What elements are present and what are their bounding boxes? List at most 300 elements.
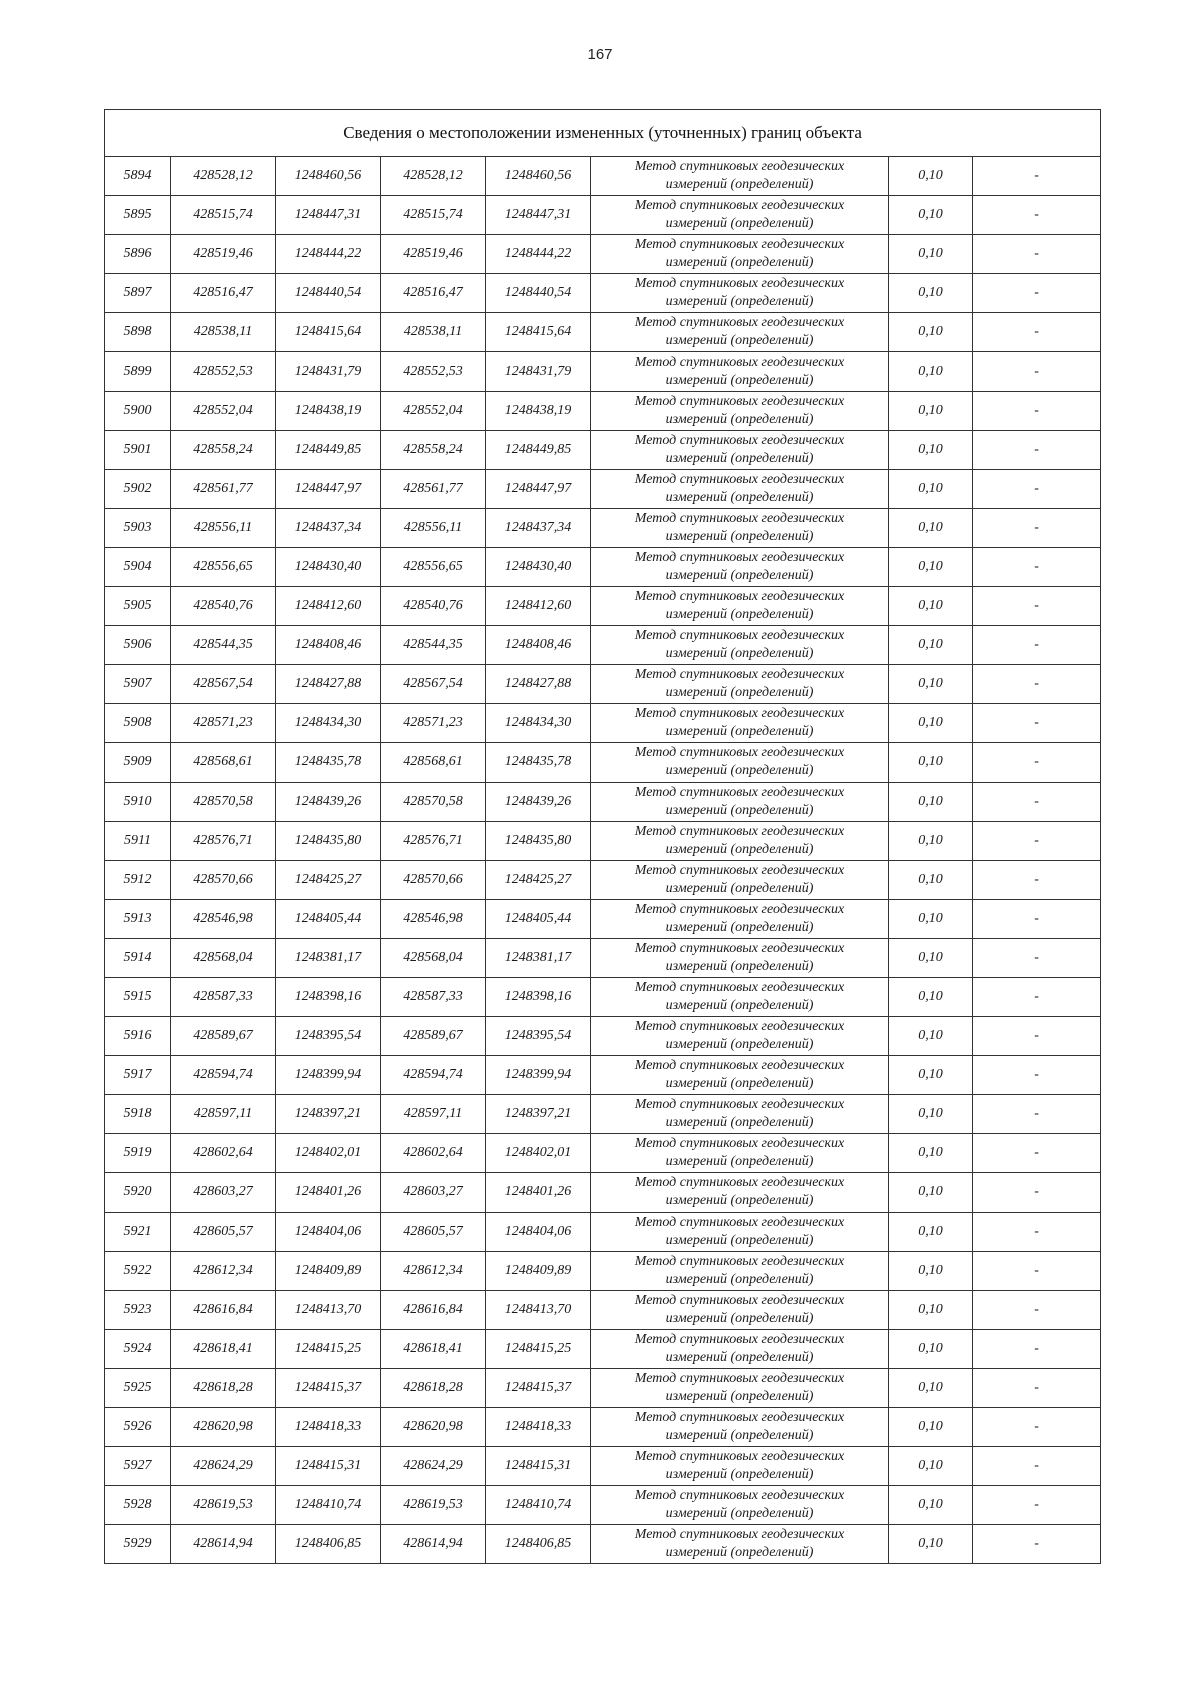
- existing-x-cell: 428570,58: [171, 782, 276, 821]
- method-line-2: измерений (определений): [665, 1506, 814, 1522]
- point-number-cell: 5912: [105, 860, 171, 899]
- refined-y-cell: 1248435,80: [486, 821, 591, 860]
- accuracy-cell: 0,10: [889, 352, 973, 391]
- method-cell: [591, 1329, 889, 1368]
- method-line-1: Метод спутниковых геодезических: [634, 1488, 845, 1504]
- method-line-2: измерений (определений): [665, 372, 814, 388]
- method-line-2: измерений (определений): [665, 880, 814, 896]
- accuracy-cell: 0,10: [889, 1329, 973, 1368]
- point-number-cell: 5902: [105, 469, 171, 508]
- method-cell: [591, 665, 889, 704]
- method-line-1: Метод спутниковых геодезических: [634, 862, 845, 878]
- refined-x-cell: 428620,98: [381, 1408, 486, 1447]
- existing-y-cell: 1248447,31: [276, 196, 381, 235]
- refined-y-cell: 1248425,27: [486, 860, 591, 899]
- existing-y-cell: 1248401,26: [276, 1173, 381, 1212]
- table-row: [105, 821, 1101, 860]
- method-line-1: Метод спутниковых геодезических: [634, 237, 845, 253]
- table-row: [105, 508, 1101, 547]
- refined-y-cell: 1248435,78: [486, 743, 591, 782]
- description-cell: -: [973, 626, 1101, 665]
- refined-x-cell: 428570,58: [381, 782, 486, 821]
- method-line-2: измерений (определений): [665, 724, 814, 740]
- method-line-1: Метод спутниковых геодезических: [634, 1331, 845, 1347]
- method-cell: [591, 1173, 889, 1212]
- description-cell: -: [973, 391, 1101, 430]
- existing-y-cell: 1248395,54: [276, 1017, 381, 1056]
- existing-y-cell: 1248435,80: [276, 821, 381, 860]
- existing-x-cell: 428568,04: [171, 938, 276, 977]
- existing-x-cell: 428556,65: [171, 547, 276, 586]
- method-line-2: измерений (определений): [665, 411, 814, 427]
- accuracy-cell: 0,10: [889, 1368, 973, 1407]
- point-number-cell: 5929: [105, 1525, 171, 1564]
- description-cell: -: [973, 1056, 1101, 1095]
- refined-x-cell: 428603,27: [381, 1173, 486, 1212]
- table-row: [105, 1329, 1101, 1368]
- point-number-cell: 5920: [105, 1173, 171, 1212]
- point-number-cell: 5915: [105, 977, 171, 1016]
- method-line-2: измерений (определений): [665, 998, 814, 1014]
- description-cell: -: [973, 665, 1101, 704]
- point-number-cell: 5900: [105, 391, 171, 430]
- description-cell: -: [973, 1134, 1101, 1173]
- refined-x-cell: 428515,74: [381, 196, 486, 235]
- point-number-cell: 5926: [105, 1408, 171, 1447]
- method-line-2: измерений (определений): [665, 567, 814, 583]
- method-line-1: Метод спутниковых геодезических: [634, 980, 845, 996]
- existing-y-cell: 1248418,33: [276, 1408, 381, 1447]
- existing-x-cell: 428603,27: [171, 1173, 276, 1212]
- point-number-cell: 5904: [105, 547, 171, 586]
- existing-y-cell: 1248439,26: [276, 782, 381, 821]
- existing-y-cell: 1248440,54: [276, 274, 381, 313]
- method-line-1: Метод спутниковых геодезических: [634, 940, 845, 956]
- refined-y-cell: 1248449,85: [486, 430, 591, 469]
- refined-y-cell: 1248430,40: [486, 547, 591, 586]
- table-row: [105, 782, 1101, 821]
- description-cell: -: [973, 508, 1101, 547]
- table-row: [105, 1447, 1101, 1486]
- method-cell: [591, 626, 889, 665]
- method-cell: [591, 235, 889, 274]
- existing-y-cell: 1248430,40: [276, 547, 381, 586]
- accuracy-cell: 0,10: [889, 782, 973, 821]
- method-line-2: измерений (определений): [665, 802, 814, 818]
- existing-y-cell: 1248460,56: [276, 157, 381, 196]
- method-line-1: Метод спутниковых геодезических: [634, 589, 845, 605]
- table-row: [105, 743, 1101, 782]
- existing-x-cell: 428515,74: [171, 196, 276, 235]
- method-cell: [591, 157, 889, 196]
- refined-x-cell: 428589,67: [381, 1017, 486, 1056]
- point-number-cell: 5914: [105, 938, 171, 977]
- existing-y-cell: 1248398,16: [276, 977, 381, 1016]
- method-line-1: Метод спутниковых геодезических: [634, 1136, 845, 1152]
- existing-x-cell: 428552,04: [171, 391, 276, 430]
- method-line-1: Метод спутниковых геодезических: [634, 432, 845, 448]
- refined-x-cell: 428618,28: [381, 1368, 486, 1407]
- method-cell: [591, 743, 889, 782]
- description-cell: -: [973, 704, 1101, 743]
- refined-x-cell: 428587,33: [381, 977, 486, 1016]
- existing-y-cell: 1248431,79: [276, 352, 381, 391]
- existing-y-cell: 1248415,25: [276, 1329, 381, 1368]
- point-number-cell: 5913: [105, 899, 171, 938]
- method-line-2: измерений (определений): [665, 958, 814, 974]
- accuracy-cell: 0,10: [889, 899, 973, 938]
- existing-x-cell: 428576,71: [171, 821, 276, 860]
- method-line-1: Метод спутниковых геодезических: [634, 471, 845, 487]
- accuracy-cell: 0,10: [889, 704, 973, 743]
- existing-y-cell: 1248425,27: [276, 860, 381, 899]
- existing-y-cell: 1248397,21: [276, 1095, 381, 1134]
- method-cell: [591, 1095, 889, 1134]
- method-line-2: измерений (определений): [665, 333, 814, 349]
- method-cell: [591, 899, 889, 938]
- point-number-cell: 5908: [105, 704, 171, 743]
- refined-y-cell: 1248427,88: [486, 665, 591, 704]
- method-line-1: Метод спутниковых геодезических: [634, 315, 845, 331]
- method-line-1: Метод спутниковых геодезических: [634, 667, 845, 683]
- method-line-2: измерений (определений): [665, 177, 814, 193]
- existing-y-cell: 1248438,19: [276, 391, 381, 430]
- existing-x-cell: 428616,84: [171, 1290, 276, 1329]
- refined-y-cell: 1248431,79: [486, 352, 591, 391]
- method-line-1: Метод спутниковых геодезических: [634, 1058, 845, 1074]
- method-line-1: Метод спутниковых геодезических: [634, 393, 845, 409]
- method-line-2: измерений (определений): [665, 1545, 814, 1561]
- table-row: [105, 1368, 1101, 1407]
- refined-y-cell: 1248404,06: [486, 1212, 591, 1251]
- existing-x-cell: 428614,94: [171, 1525, 276, 1564]
- accuracy-cell: 0,10: [889, 274, 973, 313]
- table-row: [105, 1056, 1101, 1095]
- accuracy-cell: 0,10: [889, 313, 973, 352]
- refined-y-cell: 1248397,21: [486, 1095, 591, 1134]
- refined-y-cell: 1248409,89: [486, 1251, 591, 1290]
- refined-x-cell: 428570,66: [381, 860, 486, 899]
- refined-y-cell: 1248402,01: [486, 1134, 591, 1173]
- refined-y-cell: 1248415,25: [486, 1329, 591, 1368]
- accuracy-cell: 0,10: [889, 1290, 973, 1329]
- description-cell: -: [973, 938, 1101, 977]
- existing-x-cell: 428567,54: [171, 665, 276, 704]
- method-line-1: Метод спутниковых геодезических: [634, 198, 845, 214]
- accuracy-cell: 0,10: [889, 235, 973, 274]
- description-cell: -: [973, 196, 1101, 235]
- method-line-1: Метод спутниковых геодезических: [634, 901, 845, 917]
- table-row: [105, 704, 1101, 743]
- accuracy-cell: 0,10: [889, 469, 973, 508]
- method-cell: [591, 1290, 889, 1329]
- existing-x-cell: 428546,98: [171, 899, 276, 938]
- refined-y-cell: 1248408,46: [486, 626, 591, 665]
- method-line-1: Метод спутниковых геодезических: [634, 1097, 845, 1113]
- existing-x-cell: 428571,23: [171, 704, 276, 743]
- description-cell: -: [973, 977, 1101, 1016]
- accuracy-cell: 0,10: [889, 1251, 973, 1290]
- method-line-1: Метод спутниковых геодезических: [634, 1175, 845, 1191]
- method-cell: [591, 938, 889, 977]
- table-row: [105, 1173, 1101, 1212]
- method-line-1: Метод спутниковых геодезических: [634, 823, 845, 839]
- point-number-cell: 5894: [105, 157, 171, 196]
- refined-x-cell: 428602,64: [381, 1134, 486, 1173]
- existing-x-cell: 428594,74: [171, 1056, 276, 1095]
- accuracy-cell: 0,10: [889, 860, 973, 899]
- method-cell: [591, 469, 889, 508]
- refined-x-cell: 428556,65: [381, 547, 486, 586]
- method-line-2: измерений (определений): [665, 1115, 814, 1131]
- existing-x-cell: 428552,53: [171, 352, 276, 391]
- method-cell: [591, 391, 889, 430]
- method-line-1: Метод спутниковых геодезических: [634, 510, 845, 526]
- existing-x-cell: 428561,77: [171, 469, 276, 508]
- accuracy-cell: 0,10: [889, 1056, 973, 1095]
- description-cell: -: [973, 1329, 1101, 1368]
- existing-x-cell: 428516,47: [171, 274, 276, 313]
- description-cell: -: [973, 1095, 1101, 1134]
- existing-y-cell: 1248449,85: [276, 430, 381, 469]
- existing-x-cell: 428602,64: [171, 1134, 276, 1173]
- method-line-2: измерений (определений): [665, 1388, 814, 1404]
- method-line-1: Метод спутниковых геодезических: [634, 1292, 845, 1308]
- table-body: [105, 157, 1101, 1564]
- method-line-1: Метод спутниковых геодезических: [634, 784, 845, 800]
- refined-y-cell: 1248406,85: [486, 1525, 591, 1564]
- existing-x-cell: 428619,53: [171, 1486, 276, 1525]
- existing-y-cell: 1248444,22: [276, 235, 381, 274]
- table-row: [105, 1290, 1101, 1329]
- refined-x-cell: 428558,24: [381, 430, 486, 469]
- refined-y-cell: 1248460,56: [486, 157, 591, 196]
- accuracy-cell: 0,10: [889, 430, 973, 469]
- table-row: [105, 157, 1101, 196]
- table-row: [105, 391, 1101, 430]
- method-cell: [591, 1525, 889, 1564]
- existing-y-cell: 1248415,64: [276, 313, 381, 352]
- method-line-2: измерений (определений): [665, 255, 814, 271]
- existing-y-cell: 1248404,06: [276, 1212, 381, 1251]
- method-cell: [591, 977, 889, 1016]
- point-number-cell: 5911: [105, 821, 171, 860]
- refined-x-cell: 428567,54: [381, 665, 486, 704]
- point-number-cell: 5906: [105, 626, 171, 665]
- existing-y-cell: 1248402,01: [276, 1134, 381, 1173]
- method-cell: [591, 1486, 889, 1525]
- description-cell: -: [973, 274, 1101, 313]
- refined-x-cell: 428540,76: [381, 587, 486, 626]
- accuracy-cell: 0,10: [889, 665, 973, 704]
- method-line-1: Метод спутниковых геодезических: [634, 549, 845, 565]
- point-number-cell: 5925: [105, 1368, 171, 1407]
- method-line-1: Метод спутниковых геодезических: [634, 1527, 845, 1543]
- method-line-1: Метод спутниковых геодезических: [634, 354, 845, 370]
- point-number-cell: 5924: [105, 1329, 171, 1368]
- method-cell: [591, 1212, 889, 1251]
- point-number-cell: 5910: [105, 782, 171, 821]
- refined-y-cell: 1248412,60: [486, 587, 591, 626]
- method-line-2: измерений (определений): [665, 646, 814, 662]
- existing-x-cell: 428589,67: [171, 1017, 276, 1056]
- description-cell: -: [973, 1290, 1101, 1329]
- table-row: [105, 1251, 1101, 1290]
- existing-y-cell: 1248399,94: [276, 1056, 381, 1095]
- accuracy-cell: 0,10: [889, 821, 973, 860]
- refined-x-cell: 428516,47: [381, 274, 486, 313]
- existing-x-cell: 428570,66: [171, 860, 276, 899]
- method-line-2: измерений (определений): [665, 294, 814, 310]
- method-line-2: измерений (определений): [665, 1037, 814, 1053]
- table-row: [105, 977, 1101, 1016]
- method-line-2: измерений (определений): [665, 1310, 814, 1326]
- method-line-2: измерений (определений): [665, 528, 814, 544]
- refined-x-cell: 428546,98: [381, 899, 486, 938]
- method-line-2: измерений (определений): [665, 841, 814, 857]
- refined-x-cell: 428568,61: [381, 743, 486, 782]
- accuracy-cell: 0,10: [889, 1486, 973, 1525]
- method-line-2: измерений (определений): [665, 1193, 814, 1209]
- method-line-2: измерений (определений): [665, 763, 814, 779]
- method-cell: [591, 430, 889, 469]
- method-line-1: Метод спутниковых геодезических: [634, 745, 845, 761]
- point-number-cell: 5895: [105, 196, 171, 235]
- refined-x-cell: 428624,29: [381, 1447, 486, 1486]
- method-line-1: Метод спутниковых геодезических: [634, 706, 845, 722]
- method-cell: [591, 1408, 889, 1447]
- refined-x-cell: 428519,46: [381, 235, 486, 274]
- method-line-2: измерений (определений): [665, 1467, 814, 1483]
- existing-y-cell: 1248406,85: [276, 1525, 381, 1564]
- existing-x-cell: 428620,98: [171, 1408, 276, 1447]
- refined-y-cell: 1248415,31: [486, 1447, 591, 1486]
- method-line-2: измерений (определений): [665, 919, 814, 935]
- existing-x-cell: 428540,76: [171, 587, 276, 626]
- existing-x-cell: 428556,11: [171, 508, 276, 547]
- existing-x-cell: 428519,46: [171, 235, 276, 274]
- refined-x-cell: 428538,11: [381, 313, 486, 352]
- existing-y-cell: 1248415,31: [276, 1447, 381, 1486]
- method-line-2: измерений (определений): [665, 489, 814, 505]
- refined-x-cell: 428552,04: [381, 391, 486, 430]
- description-cell: -: [973, 352, 1101, 391]
- method-line-2: измерений (определений): [665, 450, 814, 466]
- point-number-cell: 5897: [105, 274, 171, 313]
- method-line-1: Метод спутниковых геодезических: [634, 276, 845, 292]
- method-cell: [591, 508, 889, 547]
- method-line-2: измерений (определений): [665, 1271, 814, 1287]
- table-row: [105, 313, 1101, 352]
- existing-x-cell: 428618,28: [171, 1368, 276, 1407]
- accuracy-cell: 0,10: [889, 977, 973, 1016]
- table-row: [105, 196, 1101, 235]
- refined-x-cell: 428556,11: [381, 508, 486, 547]
- description-cell: -: [973, 743, 1101, 782]
- description-cell: -: [973, 1368, 1101, 1407]
- description-cell: -: [973, 235, 1101, 274]
- description-cell: -: [973, 1173, 1101, 1212]
- method-line-1: Метод спутниковых геодезических: [634, 628, 845, 644]
- point-number-cell: 5928: [105, 1486, 171, 1525]
- table-row: [105, 1408, 1101, 1447]
- table-row: [105, 899, 1101, 938]
- description-cell: -: [973, 860, 1101, 899]
- point-number-cell: 5907: [105, 665, 171, 704]
- refined-y-cell: 1248447,31: [486, 196, 591, 235]
- table-row: [105, 352, 1101, 391]
- accuracy-cell: 0,10: [889, 1212, 973, 1251]
- existing-y-cell: 1248413,70: [276, 1290, 381, 1329]
- refined-y-cell: 1248401,26: [486, 1173, 591, 1212]
- method-cell: [591, 782, 889, 821]
- method-cell: [591, 313, 889, 352]
- point-number-cell: 5903: [105, 508, 171, 547]
- refined-y-cell: 1248439,26: [486, 782, 591, 821]
- method-cell: [591, 1017, 889, 1056]
- point-number-cell: 5919: [105, 1134, 171, 1173]
- existing-y-cell: 1248409,89: [276, 1251, 381, 1290]
- existing-x-cell: 428605,57: [171, 1212, 276, 1251]
- table-row: [105, 860, 1101, 899]
- existing-x-cell: 428612,34: [171, 1251, 276, 1290]
- refined-x-cell: 428619,53: [381, 1486, 486, 1525]
- page-number: 167: [587, 46, 613, 63]
- existing-y-cell: 1248405,44: [276, 899, 381, 938]
- refined-x-cell: 428528,12: [381, 157, 486, 196]
- refined-x-cell: 428576,71: [381, 821, 486, 860]
- point-number-cell: 5898: [105, 313, 171, 352]
- refined-x-cell: 428594,74: [381, 1056, 486, 1095]
- method-cell: [591, 1251, 889, 1290]
- method-line-1: Метод спутниковых геодезических: [634, 1410, 845, 1426]
- point-number-cell: 5899: [105, 352, 171, 391]
- table-row: [105, 430, 1101, 469]
- existing-x-cell: 428587,33: [171, 977, 276, 1016]
- refined-x-cell: 428612,34: [381, 1251, 486, 1290]
- method-line-1: Метод спутниковых геодезических: [634, 159, 845, 175]
- refined-x-cell: 428568,04: [381, 938, 486, 977]
- point-number-cell: 5921: [105, 1212, 171, 1251]
- existing-y-cell: 1248415,37: [276, 1368, 381, 1407]
- method-cell: [591, 274, 889, 313]
- method-cell: [591, 1368, 889, 1407]
- existing-x-cell: 428558,24: [171, 430, 276, 469]
- refined-y-cell: 1248447,97: [486, 469, 591, 508]
- table-row: [105, 938, 1101, 977]
- point-number-cell: 5918: [105, 1095, 171, 1134]
- method-cell: [591, 1134, 889, 1173]
- existing-x-cell: 428528,12: [171, 157, 276, 196]
- refined-y-cell: 1248444,22: [486, 235, 591, 274]
- description-cell: -: [973, 1251, 1101, 1290]
- accuracy-cell: 0,10: [889, 508, 973, 547]
- description-cell: -: [973, 587, 1101, 626]
- accuracy-cell: 0,10: [889, 1525, 973, 1564]
- accuracy-cell: 0,10: [889, 547, 973, 586]
- accuracy-cell: 0,10: [889, 743, 973, 782]
- refined-y-cell: 1248415,64: [486, 313, 591, 352]
- boundary-coordinates-table: [104, 109, 1101, 1564]
- method-line-2: измерений (определений): [665, 607, 814, 623]
- description-cell: -: [973, 821, 1101, 860]
- point-number-cell: 5917: [105, 1056, 171, 1095]
- refined-y-cell: 1248440,54: [486, 274, 591, 313]
- point-number-cell: 5896: [105, 235, 171, 274]
- table-row: [105, 1525, 1101, 1564]
- method-line-2: измерений (определений): [665, 216, 814, 232]
- point-number-cell: 5901: [105, 430, 171, 469]
